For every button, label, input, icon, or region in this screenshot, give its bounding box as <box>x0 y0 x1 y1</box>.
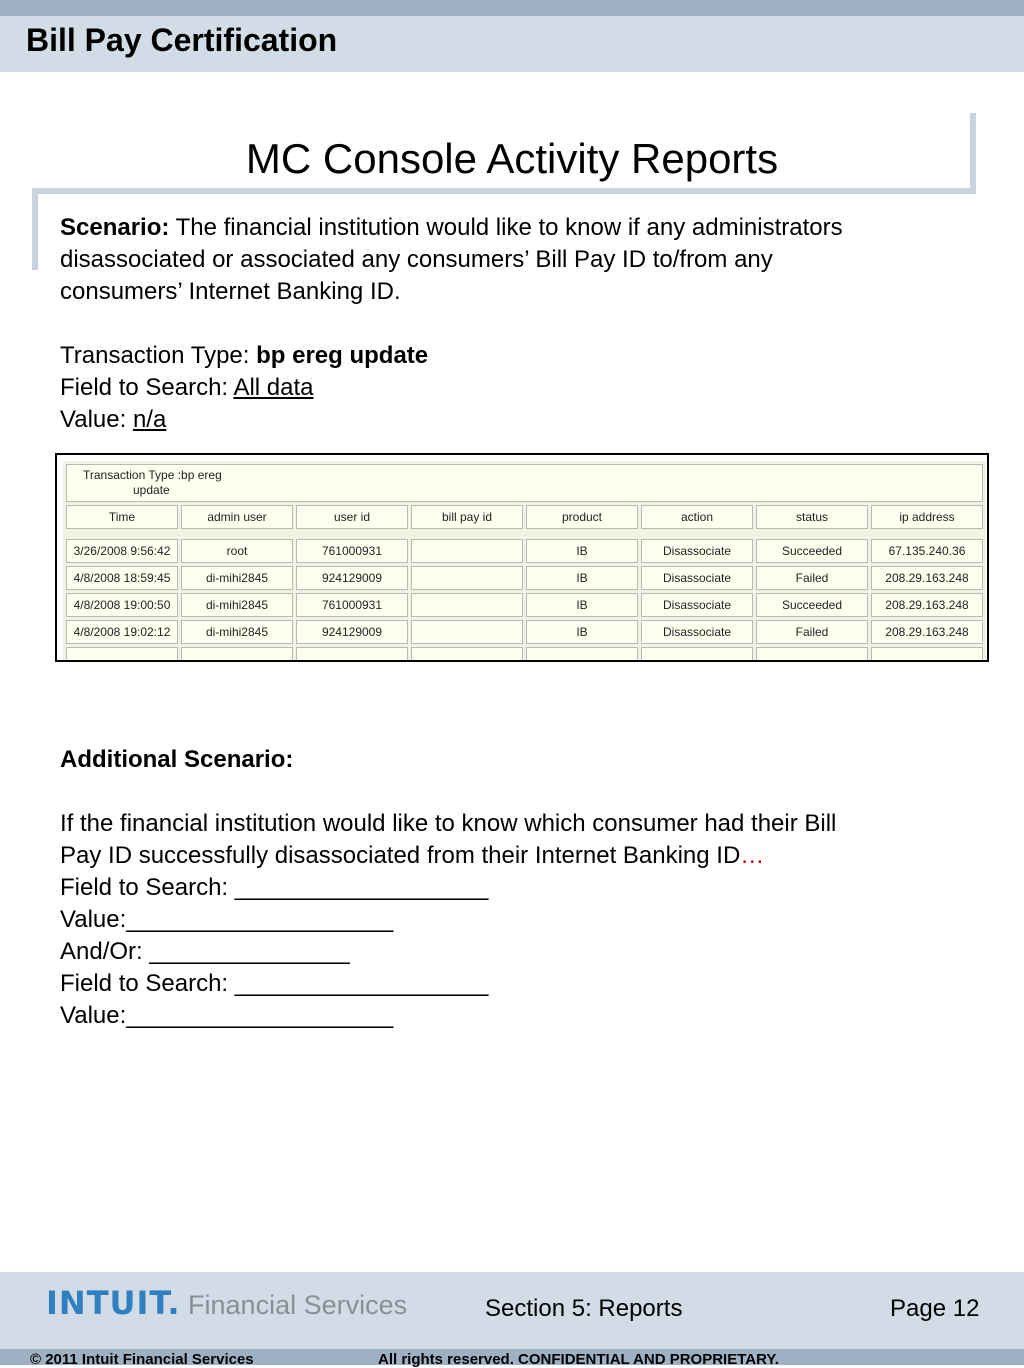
cell-ip-address: 208.29.163.248 <box>871 593 983 617</box>
cell-time: 4/8/2008 19:02:12 <box>66 620 178 644</box>
title-frame-bottom <box>32 188 976 194</box>
cell-bill-pay-id <box>411 539 523 563</box>
cell-ip-address: 67.135.240.36 <box>871 539 983 563</box>
cell-bill-pay-id <box>411 593 523 617</box>
scenario-paragraph <box>60 212 843 308</box>
logo-sub: Financial Services <box>180 1290 408 1320</box>
field-value: All data <box>233 374 314 401</box>
search-criteria <box>60 340 428 436</box>
cell-product: IB <box>526 620 638 644</box>
transaction-type-value: bp ereg update <box>256 342 429 369</box>
blank-value-2: Value:____________________ <box>60 1002 394 1029</box>
report-table <box>63 461 986 662</box>
cell-user-id: 761000931 <box>296 593 408 617</box>
scenario-line-1 <box>60 212 843 244</box>
blank-value-1: Value:____________________ <box>60 906 394 933</box>
cell-ip-address: 208.29.163.248 <box>871 566 983 590</box>
cell-admin-user: root <box>181 539 293 563</box>
field-line <box>60 372 428 404</box>
table-row-partial <box>66 647 983 662</box>
column-header-time: Time <box>66 505 178 529</box>
cell-time: 4/8/2008 18:59:45 <box>66 566 178 590</box>
blank-field-1: Field to Search: ___________________ <box>60 874 489 901</box>
additional-heading-text: Additional Scenario: <box>60 746 294 773</box>
table-row <box>66 539 983 563</box>
blank-field-2: Field to Search: ___________________ <box>60 970 489 997</box>
title-frame-left <box>32 188 38 270</box>
cell-empty <box>756 647 868 662</box>
scenario-line-2: disassociated or associated any consumers’ Bill Pay ID to/from any <box>60 246 773 273</box>
cell-empty <box>871 647 983 662</box>
additional-line-1: If the financial institution would like to know which consumer had their Bill <box>60 810 837 837</box>
cell-empty <box>296 647 408 662</box>
cell-ip-address: 208.29.163.248 <box>871 620 983 644</box>
top-strip <box>0 0 1024 16</box>
cell-time: 3/26/2008 9:56:42 <box>66 539 178 563</box>
transaction-type-label: Transaction Type: <box>60 342 257 369</box>
additional-line-2 <box>60 840 836 872</box>
cell-status: Succeeded <box>756 539 868 563</box>
additional-line-2-text: Pay ID successfully disassociated from their Internet Banking ID <box>60 842 741 869</box>
ellipsis: … <box>740 842 765 869</box>
transaction-type-line <box>60 340 428 372</box>
cell-empty <box>641 647 753 662</box>
cell-product: IB <box>526 539 638 563</box>
table-header-row <box>66 505 983 529</box>
value-value: n/a <box>132 406 167 433</box>
column-header-ip-address: ip address <box>871 505 983 529</box>
blank-and-or: And/Or: _______________ <box>60 938 350 965</box>
column-header-status: status <box>756 505 868 529</box>
column-header-user-id: user id <box>296 505 408 529</box>
report-caption-row <box>66 464 983 502</box>
cell-time: 4/8/2008 19:00:50 <box>66 593 178 617</box>
column-header-action: action <box>641 505 753 529</box>
additional-scenario-heading <box>60 744 293 776</box>
scenario-line-3: consumers’ Internet Banking ID. <box>60 278 401 305</box>
cell-action: Disassociate <box>641 620 753 644</box>
column-header-bill-pay-id: bill pay id <box>411 505 523 529</box>
cell-action: Disassociate <box>641 566 753 590</box>
report-caption-line-2: update <box>133 483 170 497</box>
column-header-admin-user: admin user <box>181 505 293 529</box>
slide-title: MC Console Activity Reports <box>245 135 779 182</box>
table-spacer <box>66 532 983 536</box>
cell-product: IB <box>526 593 638 617</box>
rights-notice: All rights reserved. CONFIDENTIAL AND PROPRIETARY. <box>378 1351 779 1368</box>
footer-section: Section 5: Reports <box>485 1295 683 1322</box>
table-row <box>66 566 983 590</box>
cell-action: Disassociate <box>641 539 753 563</box>
cell-status: Failed <box>756 620 868 644</box>
cell-empty <box>181 647 293 662</box>
table-row <box>66 620 983 644</box>
cell-status: Failed <box>756 566 868 590</box>
logo-brand: INTUIT. <box>46 1284 181 1322</box>
intuit-logo <box>46 1284 407 1322</box>
table-spacer-cell <box>66 532 983 536</box>
value-label: Value: <box>60 406 133 433</box>
cell-empty <box>526 647 638 662</box>
header-title: Bill Pay Certification <box>26 22 338 58</box>
report-caption <box>66 464 983 502</box>
cell-user-id: 761000931 <box>296 539 408 563</box>
table-row <box>66 593 983 617</box>
field-label: Field to Search: <box>60 374 234 401</box>
report-screenshot <box>55 453 989 662</box>
cell-bill-pay-id <box>411 566 523 590</box>
report-caption-line-1: Transaction Type :bp ereg <box>83 468 222 482</box>
cell-status: Succeeded <box>756 593 868 617</box>
additional-scenario-body <box>60 808 836 1032</box>
copyright: © 2011 Intuit Financial Services <box>30 1351 254 1368</box>
column-header-product: product <box>526 505 638 529</box>
cell-product: IB <box>526 566 638 590</box>
scenario-line-1-text: The financial institution would like to know if any administrators <box>169 214 843 241</box>
value-line <box>60 404 428 436</box>
cell-admin-user: di-mihi2845 <box>181 620 293 644</box>
cell-action: Disassociate <box>641 593 753 617</box>
scenario-label: Scenario: <box>60 214 170 241</box>
cell-admin-user: di-mihi2845 <box>181 593 293 617</box>
cell-bill-pay-id <box>411 620 523 644</box>
cell-empty <box>66 647 178 662</box>
page-number: Page 12 <box>890 1295 980 1322</box>
cell-user-id: 924129009 <box>296 566 408 590</box>
cell-user-id: 924129009 <box>296 620 408 644</box>
cell-admin-user: di-mihi2845 <box>181 566 293 590</box>
cell-empty <box>411 647 523 662</box>
